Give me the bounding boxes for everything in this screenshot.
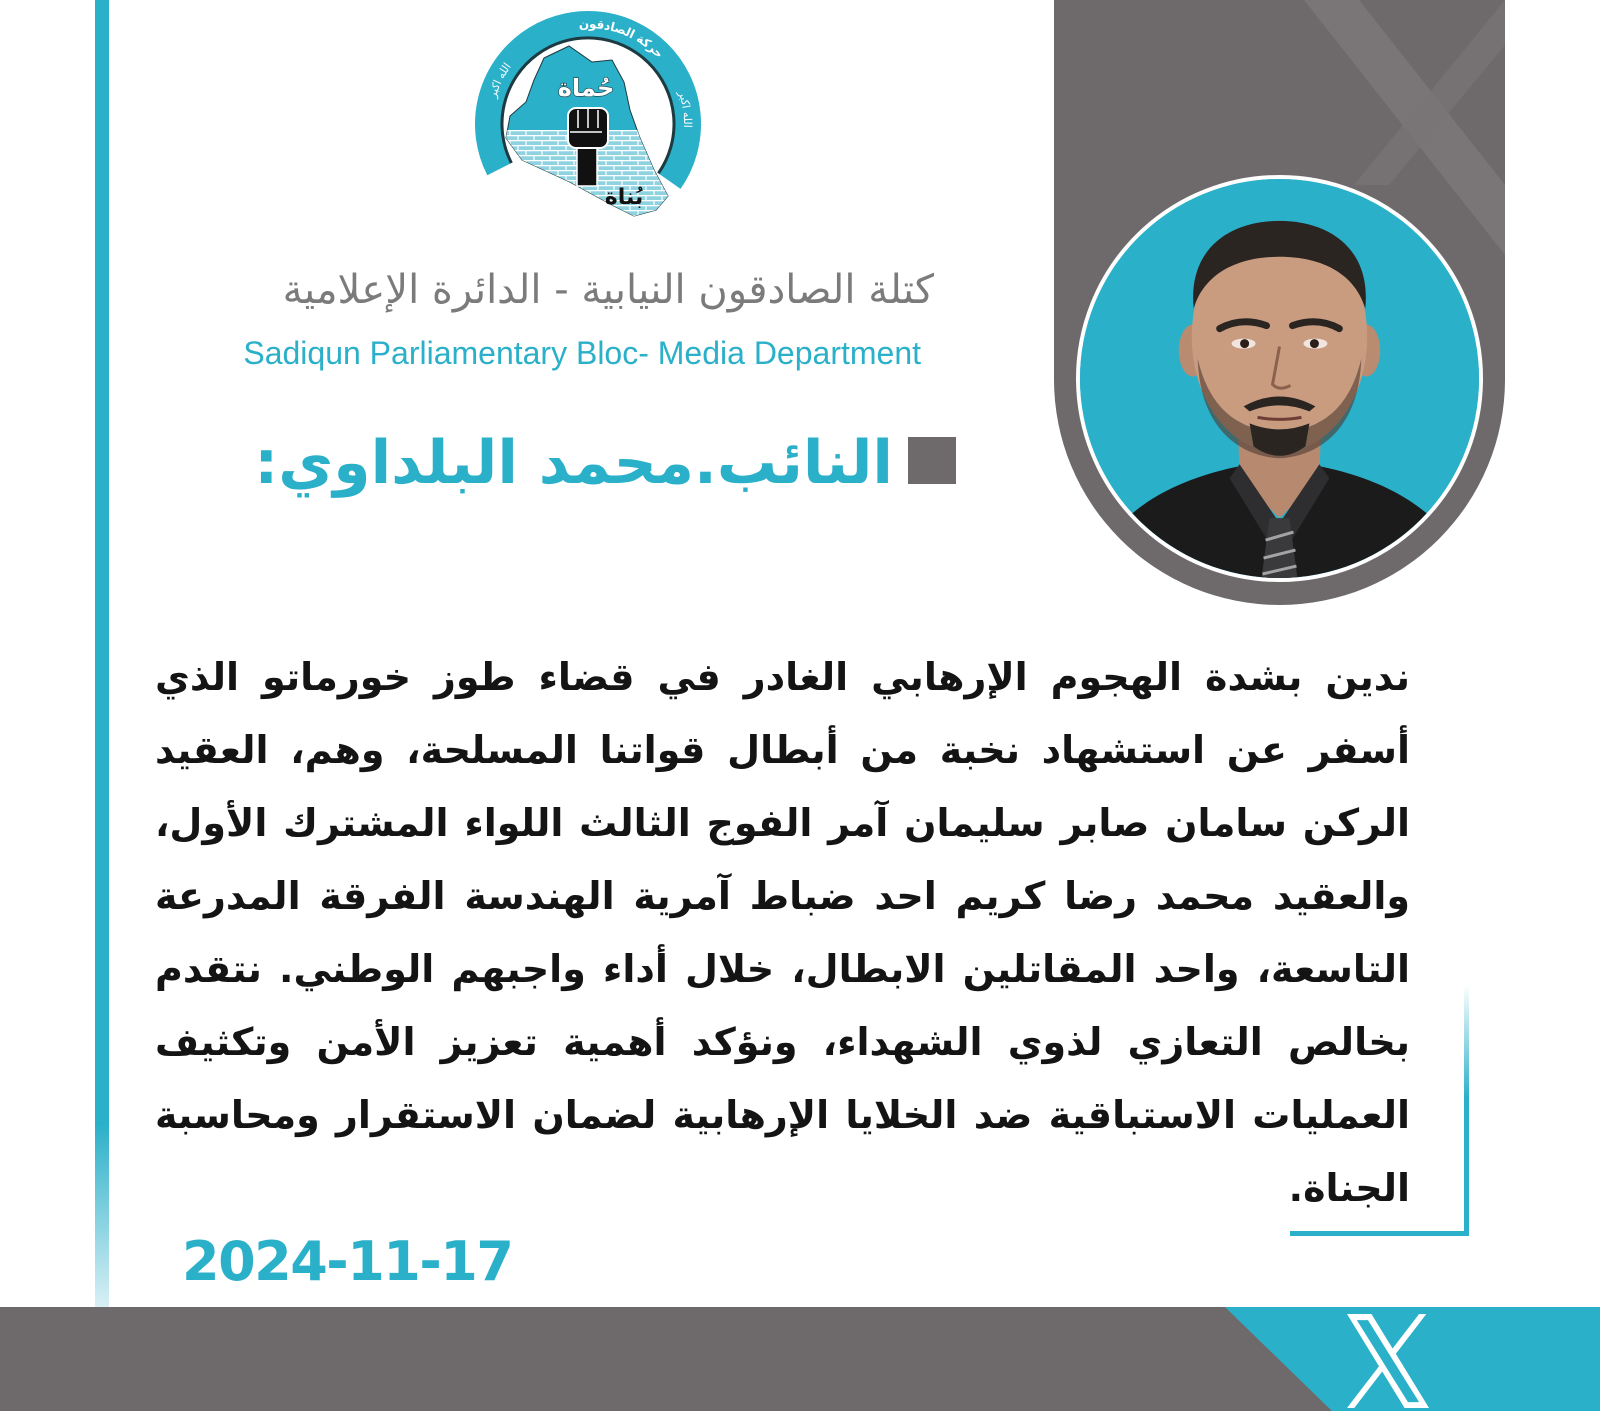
statement-line: الجناة. (1288, 1166, 1410, 1210)
logo-ring-left-text: الله اكبر (485, 60, 514, 100)
name-bullet-square (908, 437, 956, 484)
logo-ring-top-text: حركة الصادقون (578, 16, 667, 61)
statement-line: والعقيد محمد رضا كريم احد ضباط آمرية الهندسة الفرقة المدرعة (155, 874, 1410, 918)
statement-line: التاسعة، واحد المقاتلين الابطال، خلال أداء واجبهم الوطني. نتقدم (155, 947, 1410, 991)
footer-band (0, 1307, 1600, 1411)
portrait-frame (1076, 175, 1483, 582)
portrait-photo (1080, 179, 1479, 578)
logo-ring-right-text: الله اكبر (675, 89, 695, 128)
bloc-logo (474, 10, 702, 238)
logo-word-lower: بُناة (604, 185, 644, 210)
statement-line: أسفر عن استشهاد نخبة من أبطال قواتنا المسلحة، وهم، العقيد (155, 728, 1410, 772)
x-logo-icon (1347, 1314, 1429, 1408)
statement-bracket-horizontal (1290, 1231, 1469, 1236)
bloc-title-english: Sadiqun Parliamentary Bloc- Media Department (243, 335, 921, 371)
statement-bracket-vertical (1464, 985, 1469, 1236)
statement-line: الركن سامان صابر سليمان آمر الفوج الثالث اللواء المشترك الأول، (155, 801, 1410, 845)
speaker-name: النائب.محمد البلداوي: (254, 428, 893, 498)
statement-line: ندين بشدة الهجوم الإرهابي الغادر في قضاء طوز خورماتو الذي (155, 655, 1410, 699)
statement-line: بخالص التعازي لذوي الشهداء، ونؤكد أهمية تعزيز الأمن وتكثيف (155, 1020, 1410, 1064)
statement-date: 2024-11-17 (182, 1230, 513, 1293)
logo-word-upper: حُماة (557, 74, 615, 102)
statement-line: العمليات الاستباقية ضد الخلايا الإرهابية لضمان الاستقرار ومحاسبة (155, 1093, 1410, 1137)
statement-body (155, 641, 1410, 1225)
bloc-title-arabic: كتلة الصادقون النيابية - الدائرة الإعلامية (282, 267, 934, 313)
left-accent-bar (95, 0, 109, 1307)
